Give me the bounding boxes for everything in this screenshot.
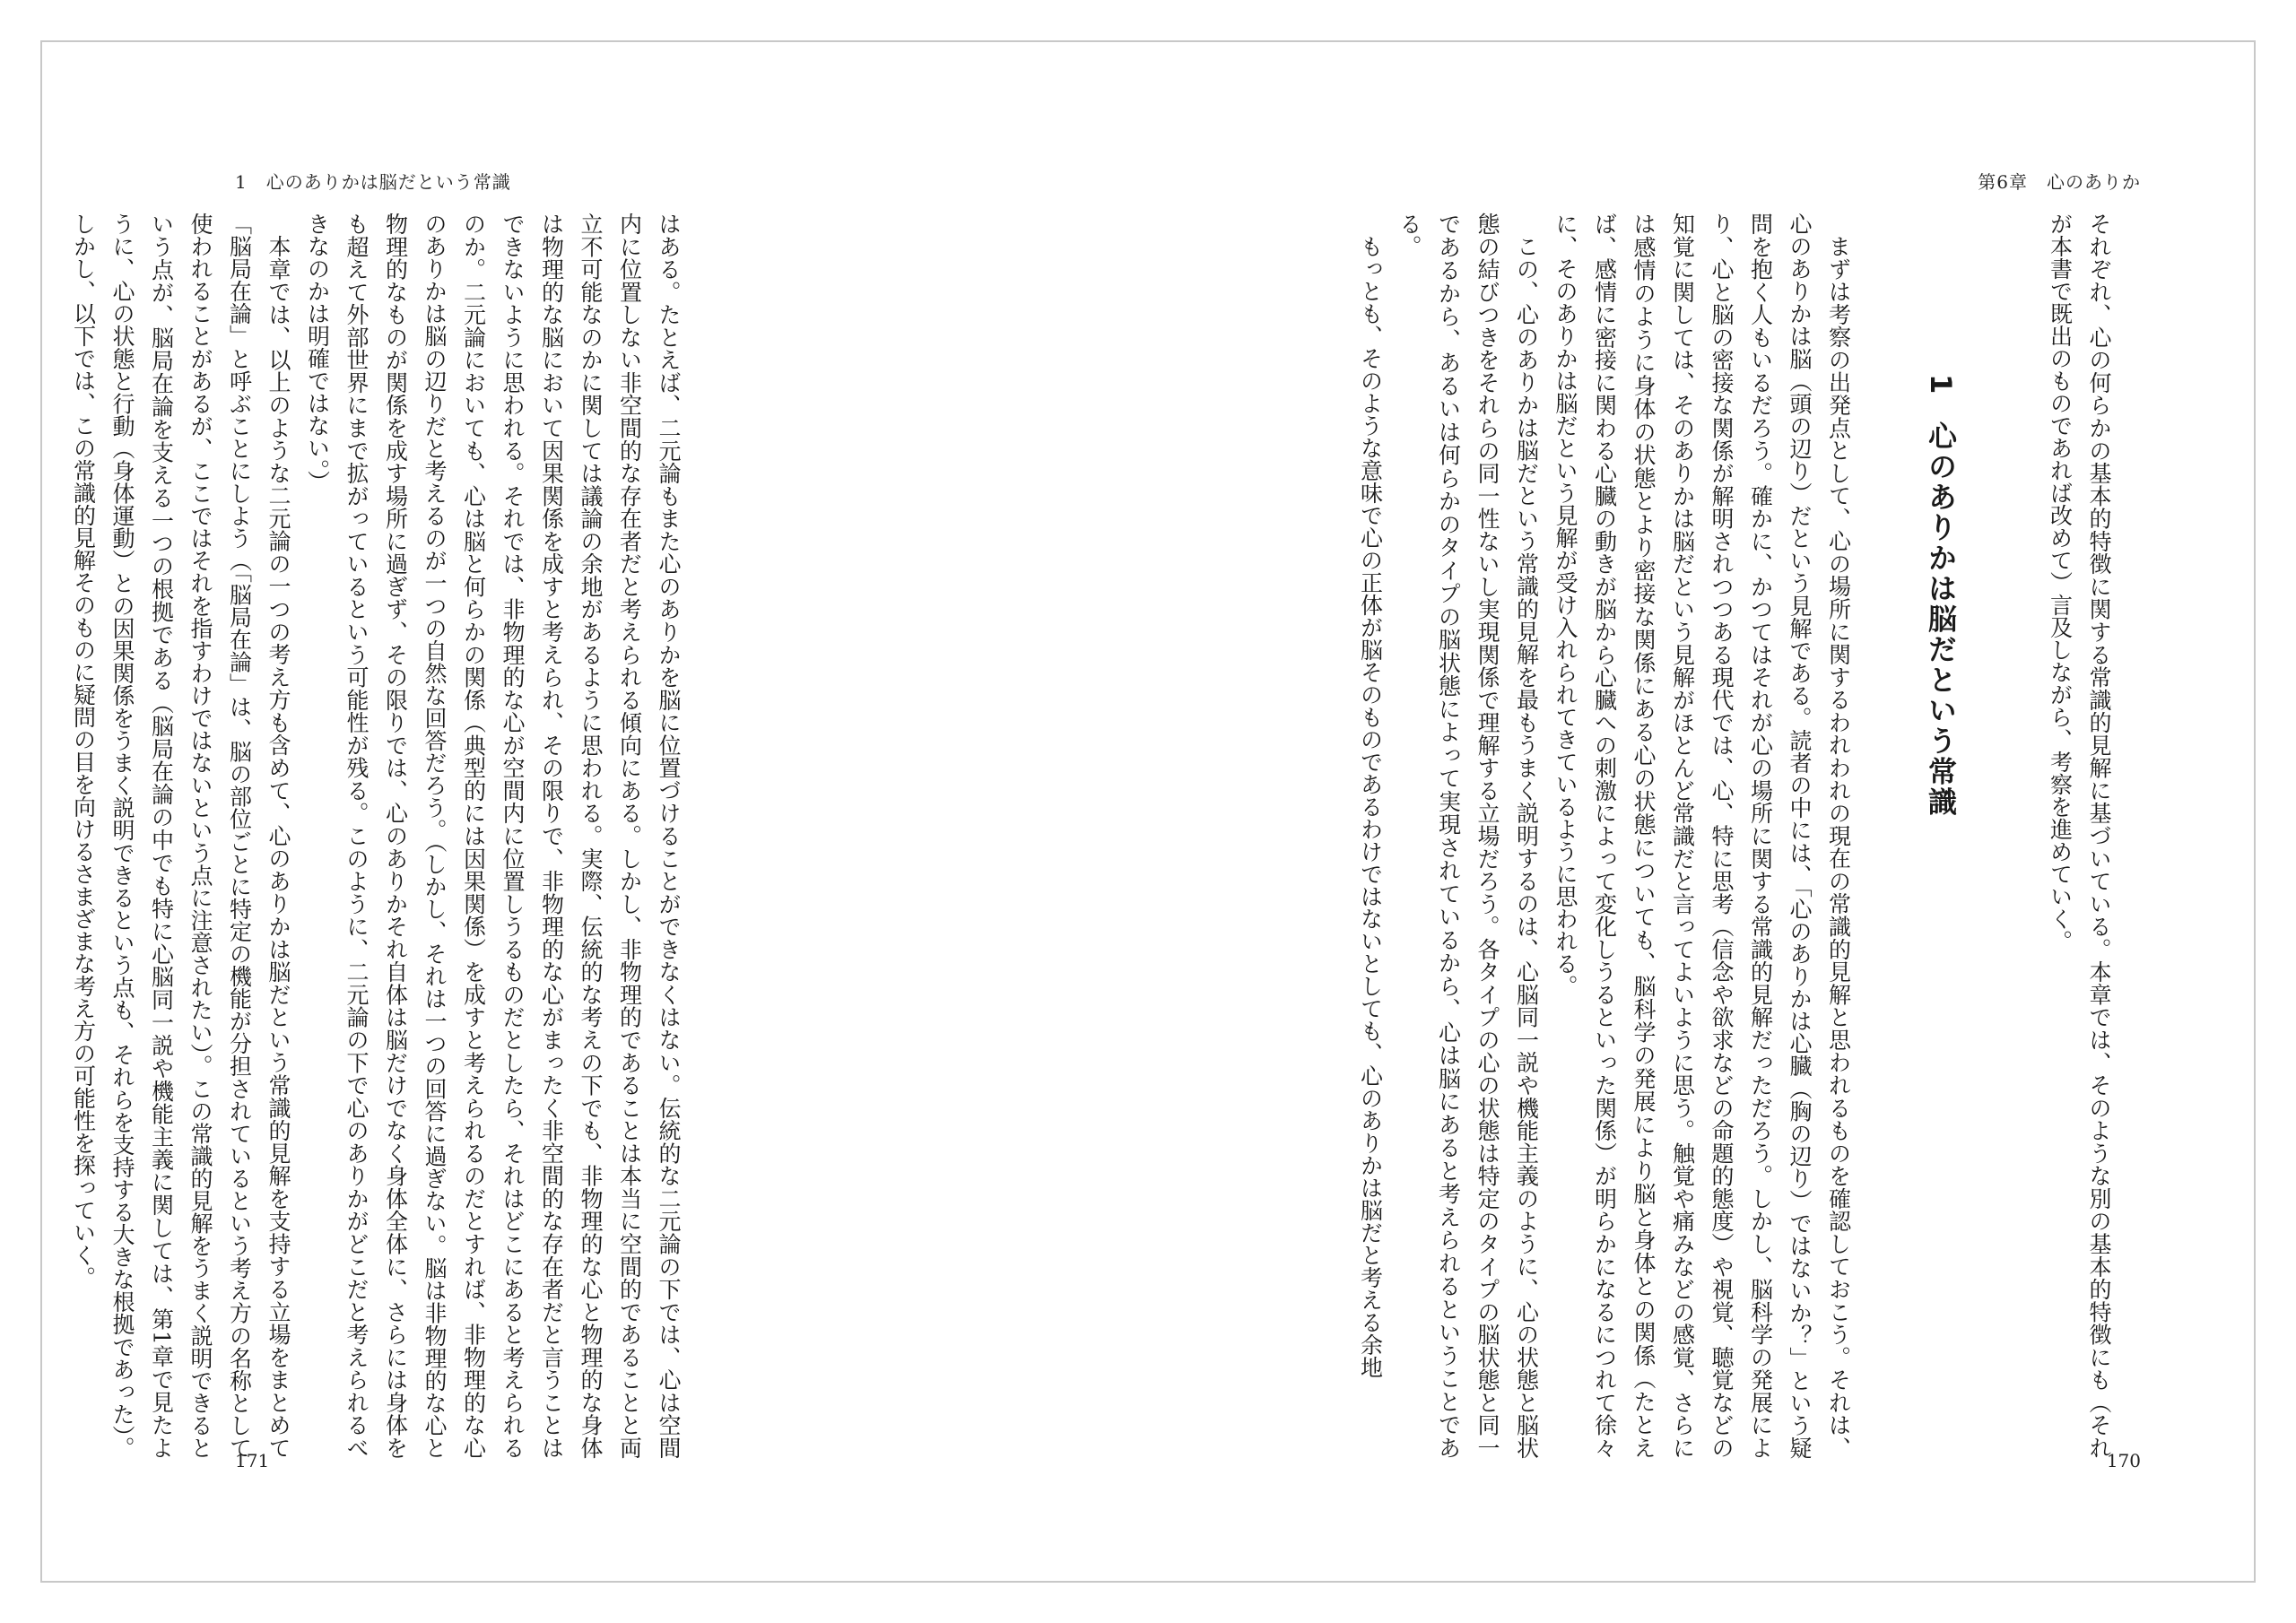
right-intro-paragraph: それぞれ、心の何らかの基本的特徴に関する常識的見解に基づいている。本章では、そのような別の基本的特徴にも（それが本書で既出のものであれば改めて）言及しながら、考察を進めていく。: [2047, 213, 2112, 1460]
section-heading: [1921, 213, 1961, 1459]
left-paragraph-1: はある。たとえば、二元論もまた心のありかを脳に位置づけることができなくはない。伝統的な二元論の下では、心は空間内に位置しない非空間的な存在者だと考えられる傾向にある。しかし、非物理的であることは本当に空間的であることと両立不可能なのかに関しては議論の余地があるように思われる。実際、伝統的な考えの下でも、非物理的な心と物理的な身体は物理的な脳において因果関係を成すと考えられ、その限りで、非物理的な心がまったく非空間的な存在者だと言うことはできないように思われる。それでは、非物理的な心が空間内に位置しうるものだとしたら、それはどこにあると考えられるのか。二元論においても、心は脳と何らかの関係（典型的には因果関係）を成すと考えられるのだとすれば、非物理的な心のありかは脳の辺りだと考えるのが一つの自然な回答だろう。（しかし、それは一つの回答に過ぎない。脳は非物理的な心と物理的なものが関係を成す場所に過ぎず、その限りでは、心のありかそれ自体は脳だけでなく身体全体に、さらには身体をも超えて外部世界にまで拡がっているという可能性が残る。このように、二元論の下で心のありかがどこだと考えられるべきなのかは明確ではない。）: [304, 213, 682, 1460]
right-paragraph-3: もっとも、そのような意味で心の正体が脳そのものであるわけではないとしても、心のありかは脳だと考える余地: [1357, 235, 1384, 1378]
section-title: 心のありかは脳だという常識: [1924, 421, 1958, 818]
left-page-number: 171: [235, 1450, 270, 1471]
right-page: [1150, 42, 2257, 1581]
left-body-text: [70, 213, 688, 1460]
right-paragraph-1: まずは考察の出発点として、心の場所に関するわれわれの現在の常識的見解と思われるものを確認しておこう。それは、心のありかは脳（頭の辺り）だという見解である。読者の中には、「心のありかは心臓（胸の辺り）ではないか？」という疑問を抱く人もいるだろう。確かに、かつてはそれが心の場所に関する常識的見解だっただろう。しかし、脳科学の発展により、心と脳の密接な関係が解明されつつある現代では、心、特に思考（信念や欲求などの命題的態度）や視覚、聴覚などの知覚に関しては、そのありかは脳だという見解がほとんど常識だと言ってよいように思う。触覚や痛みなどの感覚、さらには感情のように身体の状態とより密接な関係にある心の状態についても、脳科学の発展により脳と身体との関係（たとえば、感情に密接に関わる心臓の動きが脳から心臓への刺激によって変化しうるといった関係）が明らかになるにつれて徐々に、そのありかは脳だという見解が受け入れられてきているように思われる。: [1552, 213, 1852, 1460]
section-number: 1: [1924, 374, 1958, 396]
left-paragraph-2: 本章では、以上のような二元論の一つの考え方も含めて、心のありかは脳だという常識的見解を支持する立場をまとめて「脳局在論」と呼ぶことにしよう（「脳局在論」は、脳の部位ごとに特定の機能が分担されているという考え方の名称として使われることがあるが、ここではそれを指すわけではないという点に注意されたい）。この常識的見解をうまく説明できるという点が、脳局在論を支える一つの根拠である（脳局在論の中でも特に心脳同一説や機能主義に関しては、第1章で見たように、心の状態と行動（身体運動）との因果関係をうまく説明できるという点も、それらを支持する大きな根拠であった）。しかし、以下では、この常識的見解そのものに疑問の目を向けるさまざまな考え方の可能性を探っていく。: [70, 213, 291, 1460]
left-running-head: 1 心のありかは脳だという常識: [235, 171, 511, 193]
right-paragraph-2: この、心のありかは脳だという常識的見解を最もうまく説明するのは、心脳同一説や機能主義のように、心の状態と脳状態の結びつきをそれらの同一性ないし実現関係で理解する立場だろう。各タイプの心の状態は特定のタイプの脳状態と同一であるから、あるいは何らかのタイプの脳状態によって実現されているから、心は脳にあると考えられるということである。: [1396, 213, 1540, 1459]
right-running-head: 第6章 心のありか: [1978, 171, 2141, 193]
right-body-text: [1357, 213, 2118, 1460]
right-page-number: 170: [2106, 1450, 2141, 1471]
left-page: [42, 42, 1150, 1581]
book-spread: [40, 40, 2256, 1583]
